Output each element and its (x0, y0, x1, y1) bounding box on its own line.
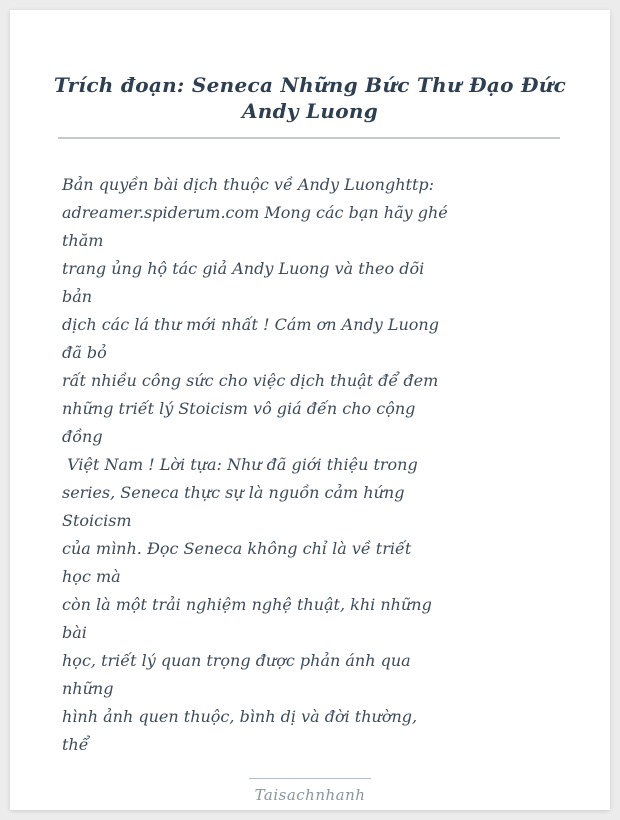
body-line: đồng (62, 427, 103, 446)
body-line: Việt Nam ! Lời tựa: Như đã giới thiệu trong (62, 455, 418, 474)
body-line: của mình. Đọc Seneca không chỉ là về triết (62, 539, 412, 558)
body-line: thể (62, 735, 89, 754)
body-line: trang ủng hộ tác giả Andy Luong và theo dõi (62, 259, 425, 278)
body-line: thăm (62, 231, 104, 250)
body-line: học, triết lý quan trọng được phản ánh qua (62, 651, 411, 670)
body-line: hình ảnh quen thuộc, bình dị và đời thường, (62, 707, 418, 726)
page-title: Trích đoạn: Seneca Những Bức Thư Đạo Đức Andy Luong (53, 73, 567, 123)
body-line: bản (62, 287, 93, 306)
body-line: rất nhiều công sức cho việc dịch thuật để đem (62, 371, 439, 390)
footer-divider (249, 778, 371, 779)
body-text (62, 171, 570, 759)
body-line: adreamer.spiderum.com Mong các bạn hãy ghé (62, 203, 448, 222)
title-divider (58, 137, 560, 139)
body-line: dịch các lá thư mới nhất ! Cám ơn Andy Luong (62, 315, 439, 334)
footer-signature: Taisachnhanh (254, 786, 366, 804)
body-line: series, Seneca thực sự là nguồn cảm hứng (62, 483, 405, 502)
body-line: những (62, 679, 114, 698)
body-line: Bản quyền bài dịch thuộc về Andy Luonghttp: (62, 175, 435, 194)
body-line: Stoicism (62, 511, 132, 530)
body-line: còn là một trải nghiệm nghệ thuật, khi những (62, 595, 432, 614)
page-footer (10, 778, 610, 804)
body-line: học mà (62, 567, 121, 586)
document-page (10, 10, 610, 810)
body-line: những triết lý Stoicism vô giá đến cho cộng (62, 399, 416, 418)
body-line: bài (62, 623, 87, 642)
body-line: đã bỏ (62, 343, 107, 362)
